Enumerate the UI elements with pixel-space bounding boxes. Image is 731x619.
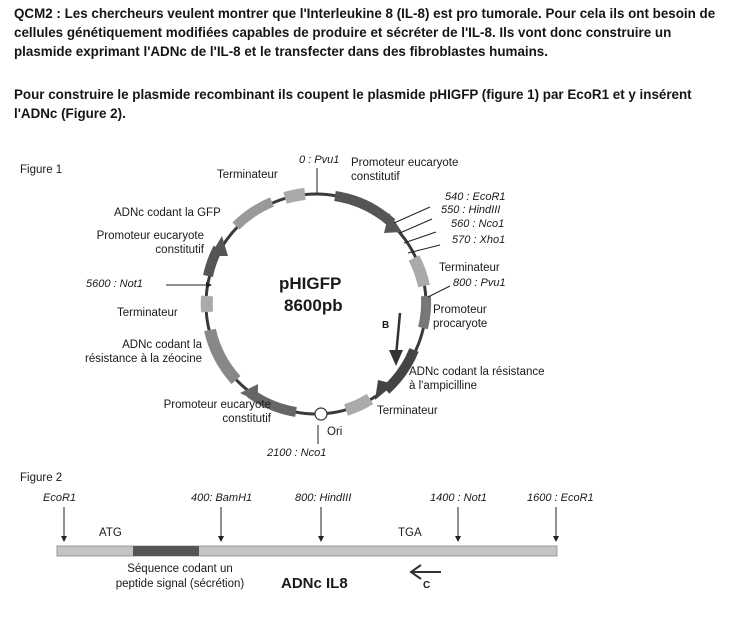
terminator-top-label: Terminateur xyxy=(217,169,278,181)
not1-1400-head xyxy=(455,536,461,542)
site-xho1-570: 570 : Xho1 xyxy=(452,234,506,246)
promoter-prok-segment xyxy=(423,296,426,328)
zeocin-label: ADNc codant la résistance à la zéocine xyxy=(85,339,202,365)
promoter-euk-bottom-label: Promoteur eucaryote constitutif xyxy=(163,399,271,425)
figure-1-label: Figure 1 xyxy=(20,164,63,176)
site-pvu1-800: 800 : Pvu1 xyxy=(453,277,506,289)
promoter-prok-label: Promoteur procaryote xyxy=(433,304,488,330)
ecor1-pointer xyxy=(394,207,430,223)
zeocin-segment xyxy=(210,330,236,380)
ori-label: Ori xyxy=(327,426,343,438)
terminator-bottom-segment xyxy=(346,399,370,410)
nco1-560-pointer xyxy=(404,232,436,243)
insert-name: ADNc IL8 xyxy=(281,575,348,592)
site-ecor1-1600: 1600 : EcoR1 xyxy=(527,492,594,504)
promoter-euk-top-segment xyxy=(335,196,392,223)
gfp-label: ADNc codant la GFP xyxy=(114,207,221,219)
arrow-b-head xyxy=(389,350,403,366)
ecor1-1600-head xyxy=(553,536,559,542)
gfp-segment xyxy=(236,202,272,226)
arrow-b xyxy=(396,313,400,356)
site-ecor1-start: EcoR1 xyxy=(43,492,77,504)
pvu1-800-pointer xyxy=(428,286,450,297)
promoter-euk-left-arrowhead xyxy=(210,236,228,256)
ecor1-start-head xyxy=(61,536,67,542)
tga-label: TGA xyxy=(398,527,422,539)
signal-peptide-label: Séquence codant un peptide signal (sécrétion) xyxy=(115,563,245,590)
terminator-bottom-label: Terminateur xyxy=(377,405,438,417)
terminator-top-segment xyxy=(285,194,305,198)
site-nco1-2100: 2100 : Nco1 xyxy=(267,447,327,459)
ori-marker xyxy=(315,408,327,420)
promoter-euk-top-label: Promoteur eucaryote constitutif xyxy=(351,157,459,183)
question-instruction: Pour construire le plasmide recombinant ils coupent le plasmide pHIGFP (figure 1) par EcoR1 et y insérent l'ADNc (Figure 2). xyxy=(14,87,692,121)
site-bamh1-400: 400: BamH1 xyxy=(191,492,253,504)
site-nco1-560: 560 : Nco1 xyxy=(451,218,505,230)
marker-b: B xyxy=(382,320,390,331)
hind3-800-head xyxy=(318,536,324,542)
site-not1-5600: 5600 : Not1 xyxy=(86,278,143,290)
promoter-euk-left-label: Promoteur eucaryote constitutif xyxy=(96,230,204,256)
ampicillin-label: ADNc codant la résistance à l'ampicilline xyxy=(409,366,545,392)
hind3-pointer xyxy=(400,219,432,233)
site-not1-1400: 1400 : Not1 xyxy=(430,492,487,504)
atg-label: ATG xyxy=(99,527,122,539)
terminator-right-label: Terminateur xyxy=(439,262,500,274)
terminator-right-segment xyxy=(414,258,424,286)
question-intro: QCM2 : Les chercheurs veulent montrer que l'Interleukine 8 (IL-8) est pro tumorale. Pour cela ils ont besoin de cellules génétiquement modifiées capables de produire et sécréter de l'IL-8. Ils vont donc construire un plasmide exprimant l'ADNc de l'IL-8 et le transfecter dans des fibroblastes humains. xyxy=(14,6,716,59)
site-pvu1-0: 0 : Pvu1 xyxy=(299,154,340,166)
figure-2-label: Figure 2 xyxy=(20,472,63,484)
signal-peptide-region xyxy=(133,546,199,556)
site-hind3-800: 800: HindIII xyxy=(295,492,352,504)
bamh1-head xyxy=(218,536,224,542)
plasmid-size: 8600pb xyxy=(284,296,343,315)
marker-c: C xyxy=(423,580,431,591)
site-ecor1-540: 540 : EcoR1 xyxy=(445,191,506,203)
site-hind3-550: 550 : HindIII xyxy=(441,204,501,216)
insert-bar xyxy=(57,546,557,556)
terminator-left-label: Terminateur xyxy=(117,307,178,319)
plasmid-name: pHIGFP xyxy=(279,274,342,293)
